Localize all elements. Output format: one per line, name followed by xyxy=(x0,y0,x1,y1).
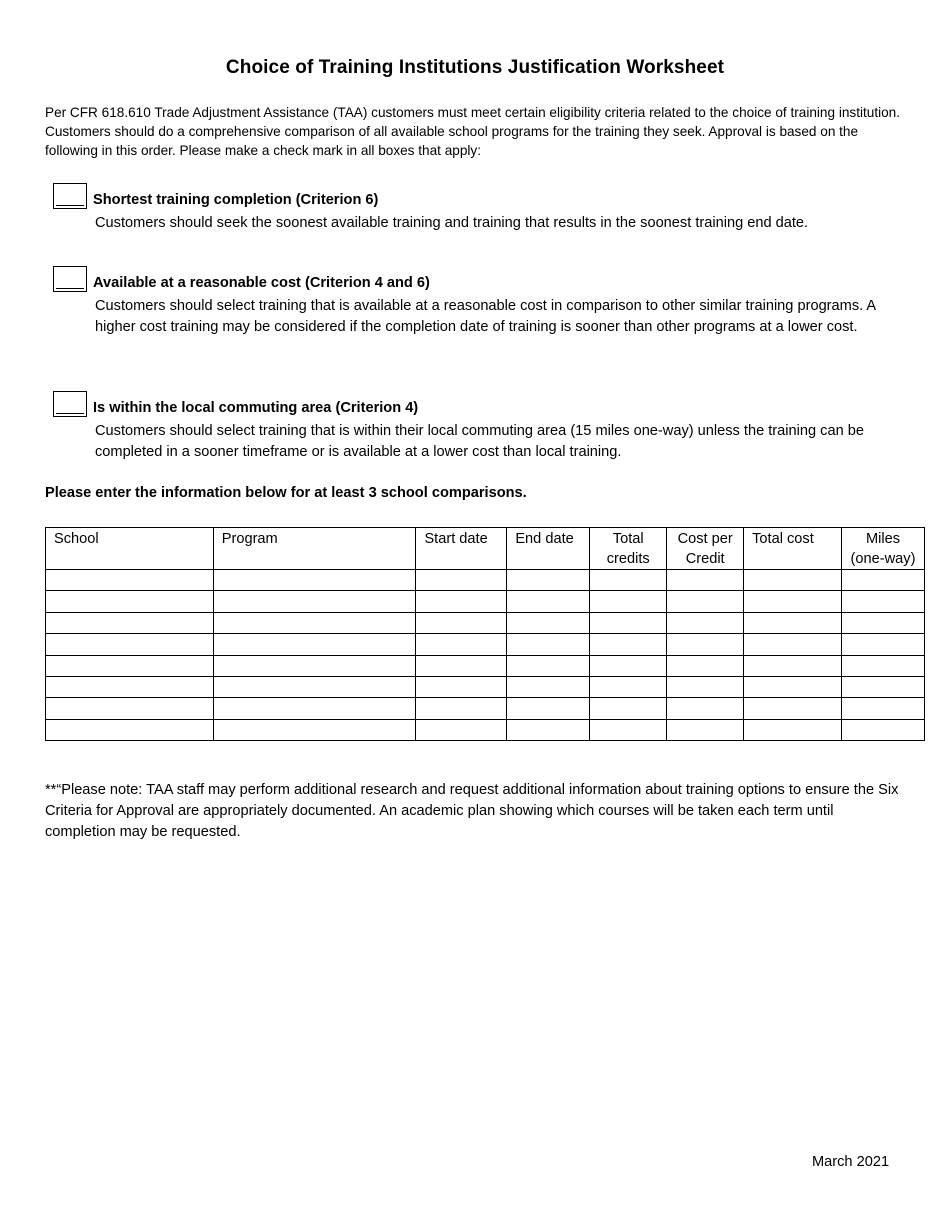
table-cell[interactable] xyxy=(744,570,842,591)
table-cell[interactable] xyxy=(590,698,667,719)
table-cell[interactable] xyxy=(46,698,214,719)
table-row xyxy=(46,719,925,740)
table-row xyxy=(46,612,925,633)
table-row xyxy=(46,676,925,697)
table-cell[interactable] xyxy=(507,676,590,697)
criterion-description: Customers should seek the soonest available training and training that results in the soonest training end date. xyxy=(95,215,809,231)
table-cell[interactable] xyxy=(507,698,590,719)
column-header-miles: Miles (one-way) xyxy=(842,528,925,570)
table-row xyxy=(46,570,925,591)
column-header-start-date: Start date xyxy=(416,528,507,570)
intro-paragraph: Per CFR 618.610 Trade Adjustment Assistance (TAA) customers must meet certain eligibility criteria related to the choice of training institution. Customers should do a comprehensive comparison of all available school programs for the training they seek. Approval is based on the following in this order. Please make a check mark in all boxes that apply: xyxy=(45,105,901,158)
table-cell[interactable] xyxy=(416,655,507,676)
table-cell[interactable] xyxy=(667,676,744,697)
table-cell[interactable] xyxy=(667,719,744,740)
table-cell[interactable] xyxy=(667,612,744,633)
criterion-heading: Available at a reasonable cost (Criterion 4 and 6) xyxy=(93,275,430,291)
table-cell[interactable] xyxy=(590,655,667,676)
table-cell[interactable] xyxy=(590,719,667,740)
table-cell[interactable] xyxy=(46,591,214,612)
staff-note: **“Please note: TAA staff may perform additional research and request additional information about training options to ensure the Six Criteria for Approval are appropriately documented. An academic plan showing which courses will be taken each term until completion may be requested. xyxy=(45,782,899,840)
table-cell[interactable] xyxy=(416,719,507,740)
column-header-total-cost: Total cost xyxy=(744,528,842,570)
column-header-school: School xyxy=(46,528,214,570)
criterion-heading: Is within the local commuting area (Criterion 4) xyxy=(93,400,419,416)
table-cell[interactable] xyxy=(842,655,925,676)
table-cell[interactable] xyxy=(842,612,925,633)
table-cell[interactable] xyxy=(744,591,842,612)
table-cell[interactable] xyxy=(744,676,842,697)
table-cell[interactable] xyxy=(590,612,667,633)
table-cell[interactable] xyxy=(744,655,842,676)
table-cell[interactable] xyxy=(590,634,667,655)
criterion-checkbox[interactable] xyxy=(53,266,87,292)
table-cell[interactable] xyxy=(416,570,507,591)
table-header-row xyxy=(46,528,925,570)
table-row xyxy=(46,591,925,612)
table-cell[interactable] xyxy=(416,634,507,655)
table-cell[interactable] xyxy=(46,719,214,740)
column-header-total-credits: Total credits xyxy=(590,528,667,570)
table-cell[interactable] xyxy=(590,570,667,591)
table-cell[interactable] xyxy=(744,634,842,655)
table-cell[interactable] xyxy=(507,719,590,740)
criterion-description: Customers should select training that is available at a reasonable cost in comparison to other similar training programs. A higher cost training may be considered if the completion date of training is sooner than other programs at a lower cost. xyxy=(95,298,876,335)
column-header-program: Program xyxy=(213,528,416,570)
table-cell[interactable] xyxy=(213,698,416,719)
table-cell[interactable] xyxy=(667,634,744,655)
table-cell[interactable] xyxy=(744,698,842,719)
criterion-checkbox[interactable] xyxy=(53,183,87,209)
table-cell[interactable] xyxy=(46,570,214,591)
table-cell[interactable] xyxy=(46,612,214,633)
table-cell[interactable] xyxy=(213,634,416,655)
table-instructions: Please enter the information below for at least 3 school comparisons. xyxy=(45,485,527,501)
table-cell[interactable] xyxy=(507,591,590,612)
table-cell[interactable] xyxy=(842,634,925,655)
table-row xyxy=(46,655,925,676)
table-cell[interactable] xyxy=(416,591,507,612)
table-cell[interactable] xyxy=(667,698,744,719)
column-header-end-date: End date xyxy=(507,528,590,570)
table-cell[interactable] xyxy=(213,570,416,591)
table-cell[interactable] xyxy=(46,634,214,655)
table-cell[interactable] xyxy=(842,719,925,740)
footer-date: March 2021 xyxy=(812,1154,890,1170)
table-cell[interactable] xyxy=(213,655,416,676)
criterion-checkbox[interactable] xyxy=(53,391,87,417)
criterion-description: Customers should select training that is within their local commuting area (15 miles one-way) unless the training can be completed in a sooner timeframe or is available at a lower cost than local training. xyxy=(95,423,864,460)
table-cell[interactable] xyxy=(416,676,507,697)
table-cell[interactable] xyxy=(842,570,925,591)
table-cell[interactable] xyxy=(590,676,667,697)
table-cell[interactable] xyxy=(507,612,590,633)
table-cell[interactable] xyxy=(507,570,590,591)
table-cell[interactable] xyxy=(213,612,416,633)
table-cell[interactable] xyxy=(416,612,507,633)
table-cell[interactable] xyxy=(667,591,744,612)
page-title: Choice of Training Institutions Justification Worksheet xyxy=(225,57,725,78)
table-cell[interactable] xyxy=(507,655,590,676)
table-cell[interactable] xyxy=(667,570,744,591)
table-cell[interactable] xyxy=(213,719,416,740)
table-cell[interactable] xyxy=(416,698,507,719)
table-row xyxy=(46,698,925,719)
table-cell[interactable] xyxy=(213,591,416,612)
table-cell[interactable] xyxy=(744,612,842,633)
column-header-cost-per-credit: Cost per Credit xyxy=(667,528,744,570)
table-cell[interactable] xyxy=(744,719,842,740)
table-cell[interactable] xyxy=(46,655,214,676)
table-cell[interactable] xyxy=(842,591,925,612)
table-cell[interactable] xyxy=(213,676,416,697)
table-cell[interactable] xyxy=(842,676,925,697)
table-cell[interactable] xyxy=(842,698,925,719)
table-cell[interactable] xyxy=(590,591,667,612)
criterion-heading: Shortest training completion (Criterion 6) xyxy=(93,192,379,208)
table-body xyxy=(46,570,925,741)
table-row xyxy=(46,634,925,655)
school-comparison-table xyxy=(45,527,925,741)
table-cell[interactable] xyxy=(667,655,744,676)
table-cell[interactable] xyxy=(507,634,590,655)
table-cell[interactable] xyxy=(46,676,214,697)
